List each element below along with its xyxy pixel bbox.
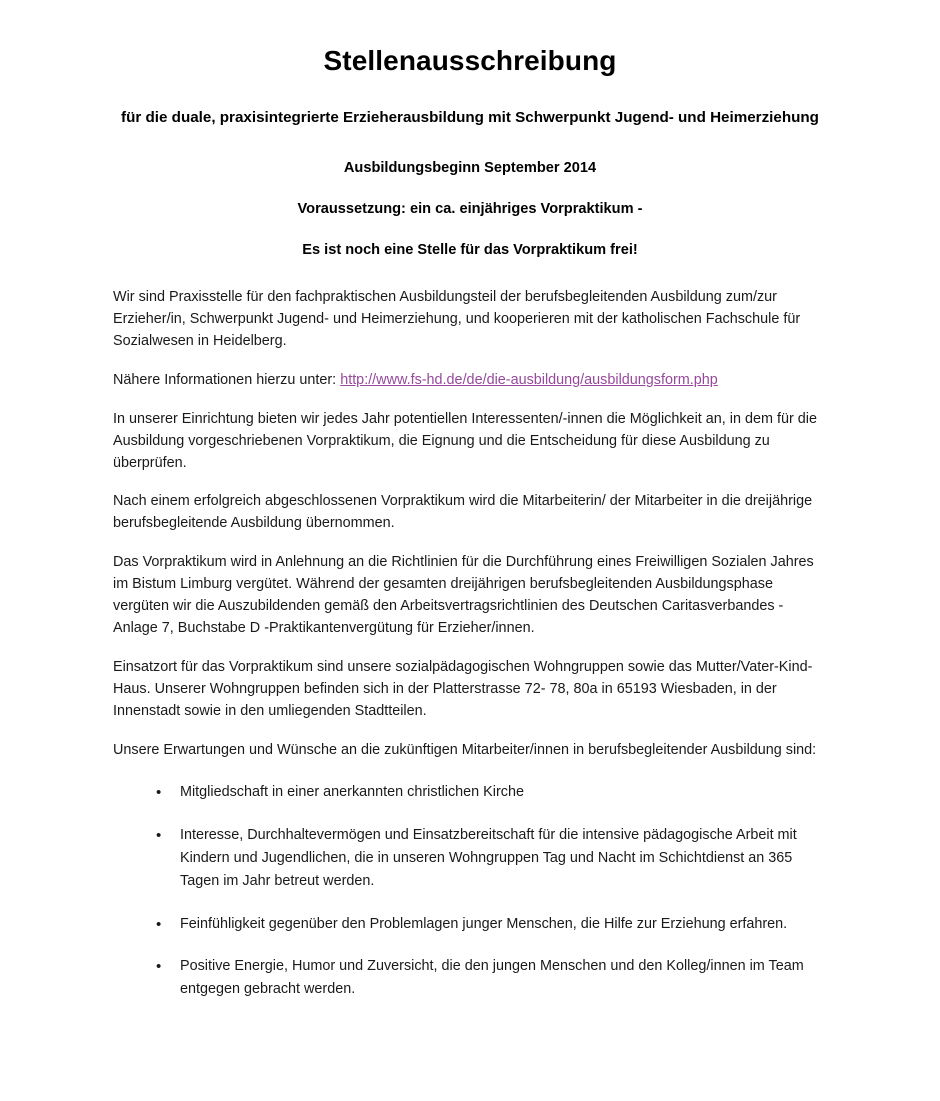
subheading-program: für die duale, praxisintegrierte Erzieherausbildung mit Schwerpunkt Jugend- und Heimerziehung [121,108,819,126]
subheading-vacancy-notice: Es ist noch eine Stelle für das Vorpraktikum frei! [302,242,638,259]
subheading-start-date: Ausbildungsbeginn September 2014 [343,160,597,177]
paragraph-opportunity: In unserer Einrichtung bieten wir jedes Jahr potentiellen Interessenten/-innen die Möglichkeit an, in dem für die Ausbildung vorgeschriebenen Vorpraktikum, die Eignung und die Entscheidung für diese Ausbildung zu überprüfen. [113,410,817,471]
list-item-label: Interesse, Durchhaltevermögen und Einsatzbereitschaft für die intensive pädagogische Arbeit mit Kindern und Jugendlichen, die in unseren Wohngruppen Tag und Nacht im Schichtdienst an 365 Tagen im Jahr betreut werden. [180,826,797,890]
subheading-prerequisite: Voraussetzung: ein ca. einjähriges Vorpraktikum - [297,201,643,218]
bullet-icon: • [156,958,162,976]
list-item [156,781,830,804]
list-item [156,955,830,1002]
paragraph-location: Einsatzort für das Vorpraktikum sind unsere sozialpädagogischen Wohngruppen sowie das Mutter/Vater-Kind-Haus. Unserer Wohngruppen befinden sich in der Platterstrasse 72- 78, 80a in 65193 Wiesbaden, in der Innenstadt sowie in den umliegenden Stadtteilen. [113,658,813,719]
paragraph-compensation: Das Vorpraktikum wird in Anlehnung an die Richtlinien für die Durchführung eines Freiwilligen Sozialen Jahres im Bistum Limburg vergütet. Während der gesamten dreijährigen berufsbegleitenden Ausbildungsphase vergüten wir die Auszubildenden gemäß den Arbeitsvertragsrichtlinien des Deutschen Caritasverbandes - Anlage 7, Buchstabe D -Praktikantenvergütung für Erzieher/innen. [113,554,814,636]
bullet-icon: • [156,915,162,933]
paragraph-expectations-intro: Unsere Erwartungen und Wünsche an die zukünftigen Mitarbeiter/innen in berufsbegleitender Ausbildung sind: [113,741,817,758]
paragraph-more-info [113,370,830,392]
requirements-list [113,781,830,1001]
list-item [156,913,830,936]
bullet-icon: • [156,826,162,844]
paragraph-intro: Wir sind Praxisstelle für den fachpraktischen Ausbildungsteil der berufsbegleitenden Ausbildung zum/zur Erzieher/in, Schwerpunkt Jugend- und Heimerziehung, und kooperieren mit der katholischen Fachschule für Sozialwesen in Heidelberg. [113,289,801,350]
list-item-label: Positive Energie, Humor und Zuversicht, die den jungen Menschen und den Kolleg/innen im Team entgegen gebracht werden. [180,958,804,998]
ausbildungsform-link[interactable]: http://www.fs-hd.de/de/die-ausbildung/ausbildungsform.php [340,371,718,388]
bullet-icon: • [156,784,162,802]
paragraph-transition-to-training: Nach einem erfolgreich abgeschlossenen Vorpraktikum wird die Mitarbeiterin/ der Mitarbeiter in die dreijährige berufsbegleitende Ausbildung übernommen. [113,493,813,532]
list-item-label: Mitgliedschaft in einer anerkannten christlichen Kirche [180,784,524,801]
more-info-lead-text: Nähere Informationen hierzu unter: [113,371,341,388]
list-item [156,824,830,894]
page-title: Stellenausschreibung [323,45,617,76]
list-item-label: Feinfühligkeit gegenüber den Problemlagen junger Menschen, die Hilfe zur Erziehung erfahren. [180,915,788,932]
document-body [0,260,940,1001]
